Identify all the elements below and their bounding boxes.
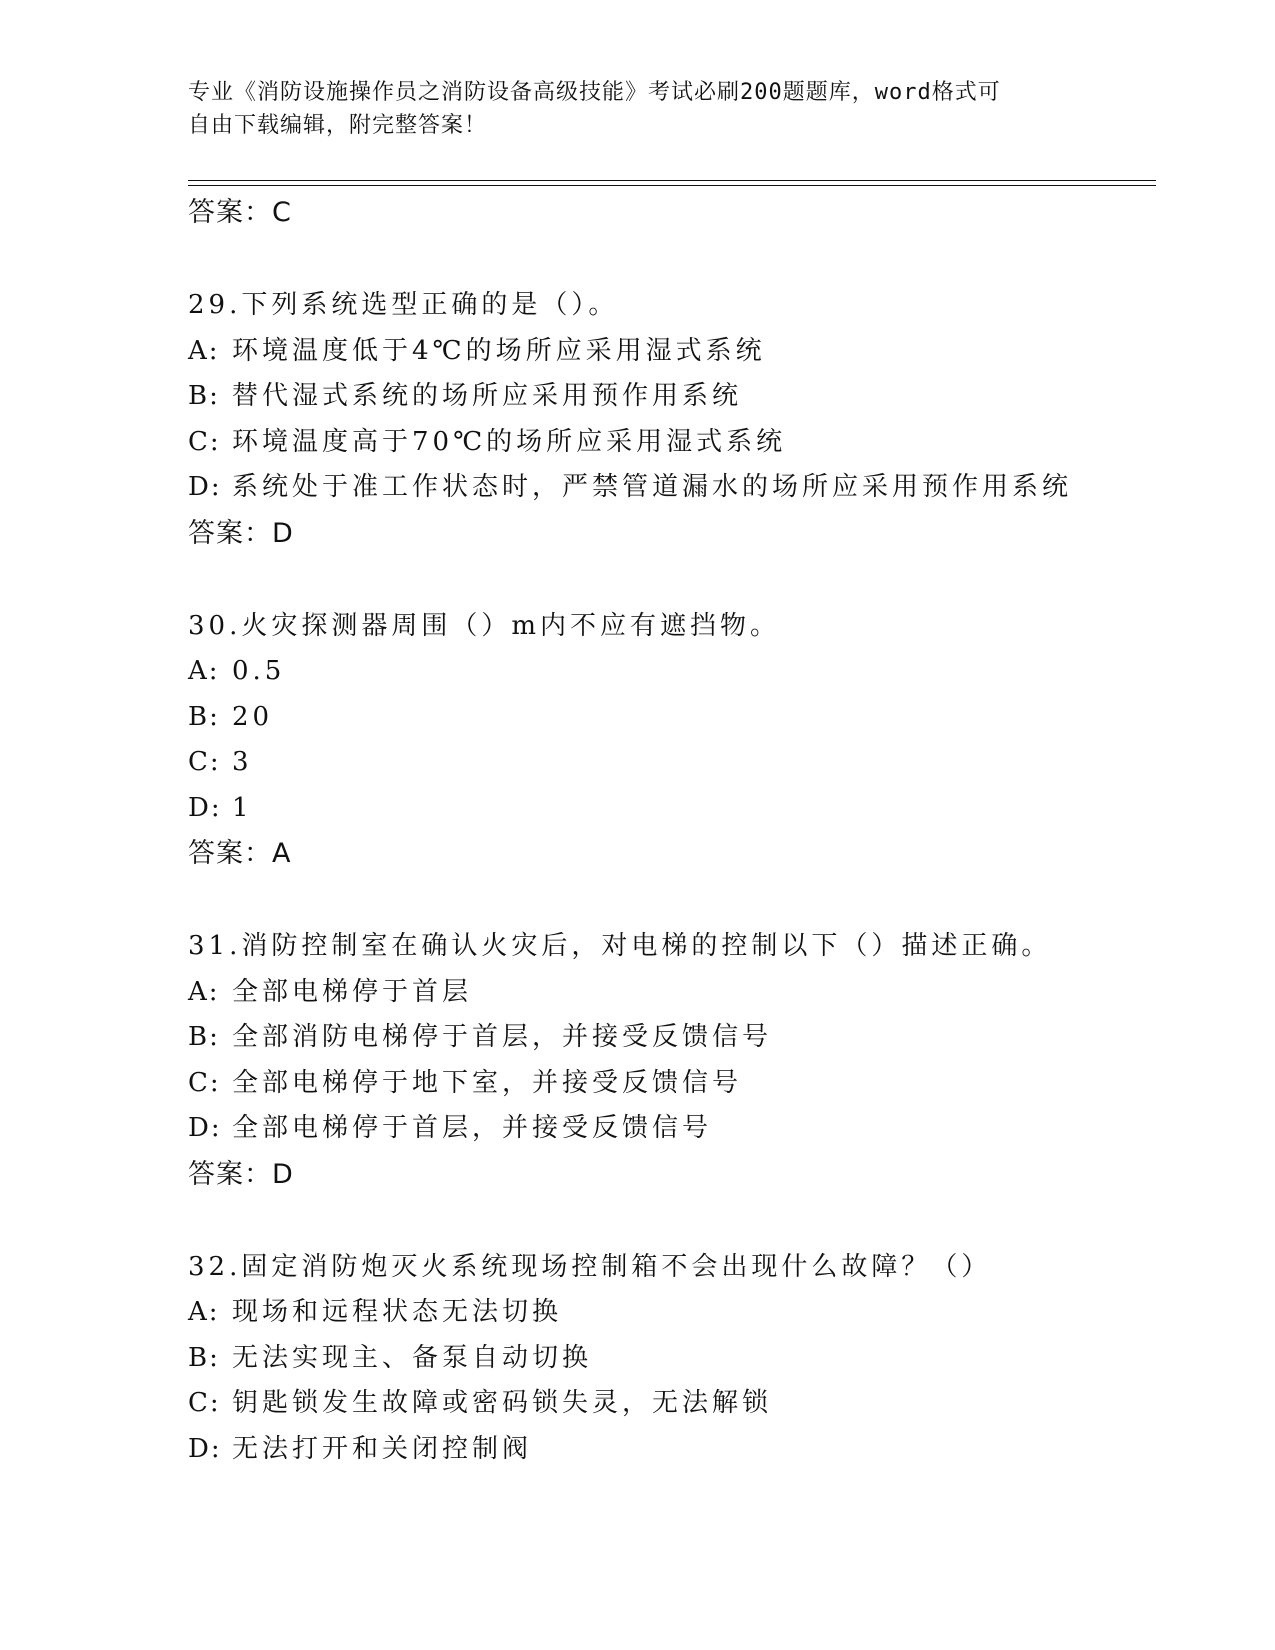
option-text: 0.5 [232,656,286,686]
option-text: 1 [232,792,253,823]
option-b [188,1015,1148,1061]
option-letter: D: [188,472,222,502]
option-b [188,695,1148,741]
option-letter: C: [188,1067,221,1098]
option-d [188,1427,1148,1473]
answer: 答案：A [188,838,292,869]
header-line-1: 专业《消防设施操作员之消防设备高级技能》考试必刷200题题库，word格式可 [188,80,1001,105]
option-a [188,1290,1148,1336]
option-text: 环境温度高于70℃的场所应采用湿式系统 [232,426,787,457]
option-letter: A: [188,976,220,1007]
question-32 [188,1245,1148,1473]
option-a [188,970,1148,1016]
header-line-2: 自由下载编辑，附完整答案！ [188,113,488,138]
spacer [188,235,1148,283]
option-letter: B: [188,381,220,411]
option-text: 全部电梯停于地下室，并接受反馈信号 [232,1067,743,1098]
option-text: 系统处于准工作状态时，严禁管道漏水的场所应采用预作用系统 [232,472,1073,502]
answer: 答案：D [188,1158,294,1190]
option-letter: D: [188,1113,222,1143]
option-text: 无法打开和关闭控制阀 [232,1433,533,1464]
previous-answer: 答案：C [188,197,292,228]
option-text: 20 [232,701,274,732]
question-29 [188,283,1148,556]
header-divider [188,180,1156,186]
option-c [188,740,1148,786]
question-text: 32.固定消防炮灭火系统现场控制箱不会出现什么故障？（） [188,1251,992,1282]
question-text: 30.火灾探测器周围（）m内不应有遮挡物。 [188,610,781,641]
option-text: 全部电梯停于首层 [232,976,473,1007]
answer: 答案：D [188,517,294,549]
option-letter: A: [188,1297,220,1327]
option-b [188,374,1148,420]
option-d [188,465,1148,511]
option-letter: D: [188,1433,222,1464]
option-text: 环境温度低于4℃的场所应采用湿式系统 [232,335,766,366]
spacer [188,1197,1148,1245]
option-c [188,420,1148,466]
question-text: 29.下列系统选型正确的是（）。 [188,290,619,320]
question-text: 31.消防控制室在确认火灾后，对电梯的控制以下（）描述正确。 [188,931,1052,961]
option-letter: C: [188,747,221,777]
option-letter: C: [188,426,221,457]
option-letter: D: [188,792,222,823]
option-text: 无法实现主、备泵自动切换 [232,1342,593,1373]
option-text: 全部电梯停于首层，并接受反馈信号 [232,1113,713,1143]
option-a [188,649,1148,695]
option-letter: B: [188,1342,220,1373]
question-31 [188,924,1148,1197]
spacer [188,876,1148,924]
spacer [188,556,1148,604]
option-letter: A: [188,335,220,366]
option-a [188,329,1148,375]
option-text: 3 [232,747,253,777]
option-text: 钥匙锁发生故障或密码锁失灵，无法解锁 [232,1388,773,1418]
option-text: 全部消防电梯停于首层，并接受反馈信号 [232,1022,773,1052]
option-letter: C: [188,1388,221,1418]
option-b [188,1336,1148,1382]
option-d [188,786,1148,832]
document-header [188,76,1088,142]
option-letter: B: [188,701,220,732]
option-letter: A: [188,656,220,686]
question-30 [188,604,1148,877]
option-letter: B: [188,1022,220,1052]
exam-content [188,190,1148,1472]
option-d [188,1106,1148,1152]
option-c [188,1381,1148,1427]
option-text: 现场和远程状态无法切换 [232,1297,563,1327]
option-text: 替代湿式系统的场所应采用预作用系统 [232,381,743,411]
option-c [188,1061,1148,1107]
